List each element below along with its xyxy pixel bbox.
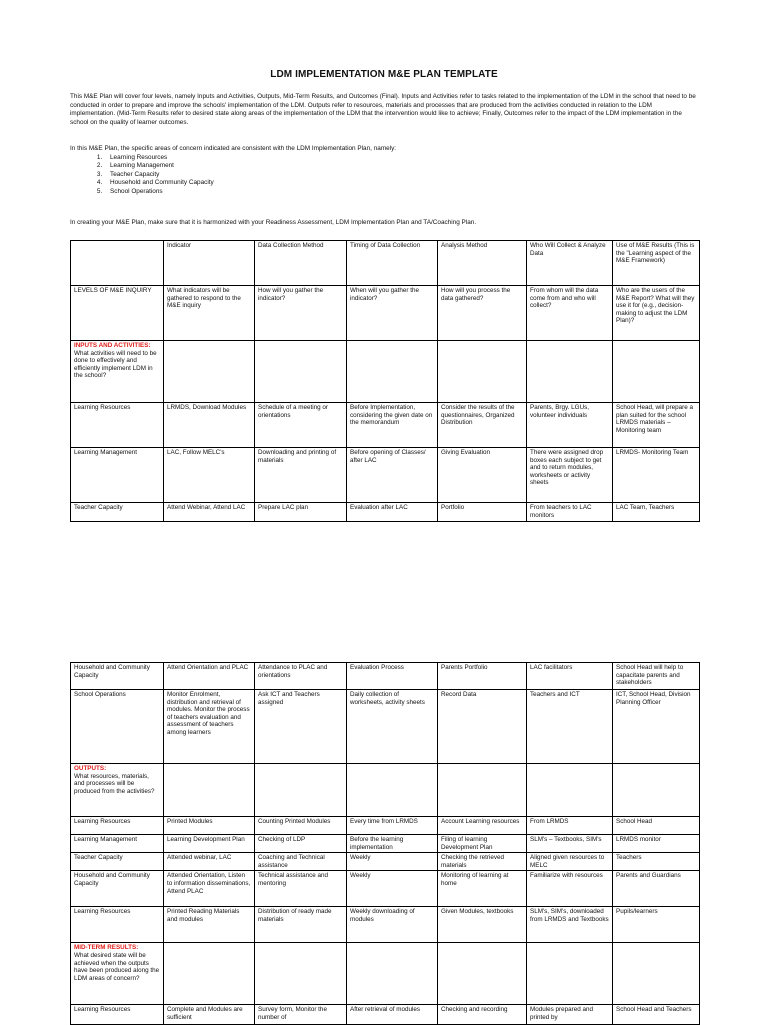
table-cell: LAC Team, Teachers (613, 503, 700, 522)
table-cell: Record Data (438, 690, 527, 764)
table-header-row (71, 241, 700, 286)
table-cell: Checking and recording (438, 1005, 527, 1025)
table-cell: Monitoring of learning at home (438, 871, 527, 907)
table-cell: Before Implementation, considering the given date on the memorandum (347, 403, 438, 448)
table-cell: Checking of LDP (255, 835, 347, 853)
table-cell: School Operations (71, 690, 164, 764)
table-cell: LRMDS monitor (613, 835, 700, 853)
table-cell: School Head and Teachers (613, 1005, 700, 1025)
table-cell: Distribution of ready made materials (255, 907, 347, 943)
table-cell: Checking the retrieved materials (438, 853, 527, 871)
table-row (71, 448, 700, 503)
document-title: LDM IMPLEMENTATION M&E PLAN TEMPLATE (270, 69, 498, 80)
section-cell (71, 341, 164, 403)
table-cell: Portfolio (438, 503, 527, 522)
areas-of-concern (70, 145, 698, 197)
table-cell: Attendance to PLAC and orientations (255, 663, 347, 690)
table-row (71, 853, 700, 871)
table-cell: Weekly (347, 853, 438, 871)
section-row-outputs (71, 764, 700, 817)
area-item: 4. Household and Community Capacity (104, 179, 698, 188)
table-cell: From whom will the data come from and who will collect? (527, 286, 613, 341)
table-cell: From LRMDS (527, 817, 613, 835)
header-cell: Who Will Collect & Analyze Data (527, 241, 613, 286)
table-row (71, 690, 700, 764)
table-cell: There were assigned drop boxes each subject to get and to return modules, worksheets or activity sheets (527, 448, 613, 503)
table-cell: Parents and Guardians (613, 871, 700, 907)
me-plan-table-page1 (70, 240, 700, 522)
table-cell: LEVELS OF M&E INQUIRY (71, 286, 164, 341)
table-cell: Teacher Capacity (71, 503, 164, 522)
section-row-inputs (71, 341, 700, 403)
table-cell: Before opening of Classes/ after LAC (347, 448, 438, 503)
table-cell: Attend Webinar, Attend LAC (164, 503, 255, 522)
harmonize-note: In creating your M&E Plan, make sure that it is harmonized with your Readiness Assessment, LDM Implementation Plan and TA/Coaching Plan. (70, 219, 477, 226)
table-cell: Before the learning implementation (347, 835, 438, 853)
table-cell: Household and Community Capacity (71, 871, 164, 907)
table-cell: Downloading and printing of materials (255, 448, 347, 503)
header-cell: Indicator (164, 241, 255, 286)
table-cell: Complete and Modules are sufficient (164, 1005, 255, 1025)
table-row (71, 817, 700, 835)
area-item: 1. Learning Resources (104, 154, 698, 163)
table-cell: After retrieval of modules (347, 1005, 438, 1025)
table-cell: Prepare LAC plan (255, 503, 347, 522)
inquiry-row (71, 286, 700, 341)
table-cell: How will you process the data gathered? (438, 286, 527, 341)
table-cell: Modules prepared and printed by (527, 1005, 613, 1025)
table-cell: Daily collection of worksheets, activity sheets (347, 690, 438, 764)
table-cell: SLM's, SIM's, downloaded from LRMDS and Textbooks (527, 907, 613, 943)
table-cell: Every time from LRMDS (347, 817, 438, 835)
table-cell: Learning Resources (71, 817, 164, 835)
header-cell: Timing of Data Collection (347, 241, 438, 286)
table-cell: School Head (613, 817, 700, 835)
area-item: 2. Learning Management (104, 162, 698, 171)
table-cell: Printed Modules (164, 817, 255, 835)
table-cell: Learning Resources (71, 1005, 164, 1025)
table-cell: Attended Orientation, Listen to information disseminations, Attend PLAC (164, 871, 255, 907)
area-item: 3. Teacher Capacity (104, 171, 698, 180)
header-cell: Data Collection Method (255, 241, 347, 286)
section-text: What activities will need to be done to effectively and efficiently implement LDM in the school? (74, 349, 157, 380)
table-cell: Aligned given resources to MELC (527, 853, 613, 871)
me-plan-table-page2 (70, 662, 700, 1025)
table-row (71, 907, 700, 943)
table-row (71, 871, 700, 907)
section-row-midterm (71, 943, 700, 1005)
table-cell: LRMDS, Download Modules (164, 403, 255, 448)
table-cell: From teachers to LAC monitors (527, 503, 613, 522)
table-cell: When will you gather the indicator? (347, 286, 438, 341)
section-cell (71, 764, 164, 817)
header-cell: Analysis Method (438, 241, 527, 286)
table-cell: Household and Community Capacity (71, 663, 164, 690)
table-cell: Giving Evaluation (438, 448, 527, 503)
table-row (71, 663, 700, 690)
table-cell: Learning Management (71, 448, 164, 503)
section-label: MID-TERM RESULTS: (74, 944, 139, 952)
table-cell: Ask ICT and Teachers assigned (255, 690, 347, 764)
intro-paragraph (70, 93, 698, 127)
section-cell (71, 943, 164, 1005)
table-cell: Pupils/learners (613, 907, 700, 943)
table-cell: Weekly downloading of modules (347, 907, 438, 943)
areas-intro: In this M&E Plan, the specific areas of concern indicated are consistent with the LDM Implementation Plan, namely: (70, 145, 397, 152)
table-cell: Printed Reading Materials and modules (164, 907, 255, 943)
table-cell: Evaluation after LAC (347, 503, 438, 522)
table-cell: Attended webinar, LAC (164, 853, 255, 871)
table-cell: Parents, Brgy. LGUs, volunteer individuals (527, 403, 613, 448)
section-label: OUTPUTS: (74, 765, 107, 772)
table-cell: Given Modules, textbooks (438, 907, 527, 943)
table-row (71, 403, 700, 448)
table-cell: Filing of learning Development Plan (438, 835, 527, 853)
table-cell: LAC, Follow MELC's (164, 448, 255, 503)
table-cell: LAC facilitators (527, 663, 613, 690)
table-cell: LRMDS- Monitoring Team (613, 448, 700, 503)
table-cell: Evaluation Process (347, 663, 438, 690)
table-cell: Technical assistance and mentoring (255, 871, 347, 907)
table-cell: Teacher Capacity (71, 853, 164, 871)
table-cell: ICT, School Head, Division Planning Officer (613, 690, 700, 764)
table-row (71, 1005, 700, 1025)
table-cell: School Head, will prepare a plan suited for the school LRMDS materials – Monitoring team (613, 403, 700, 448)
intro-text: This M&E Plan will cover four levels, namely Inputs and Activities, Outputs, Mid-Term Results, and Outcomes (Final). Inputs and Activities refer to tasks related to the implementation of the LDM in the school that need to be conducted in order to prepare and improve the schools' implementation of the LDM. Outputs refer to resources, materials and processes that are produced from the activities conducted in relation to the LDM implementation. (Mid-Term Results refer to desired state along areas of the implementation of the LDM that the intervention would like to achieve; Finally, Outcomes refer to the impact of the LDM implementation in the school on the quality of learner outcomes. (70, 93, 696, 126)
table-cell: Weekly (347, 871, 438, 907)
table-cell: Who are the users of the M&E Report? What will they use it for (e.g., decision-making to adjust the LDM Plan)? (613, 286, 700, 341)
table-cell: Learning Management (71, 835, 164, 853)
table-cell: Survey form, Monitor the number of (255, 1005, 347, 1025)
table-cell: Consider the results of the questionnaires, Organized Distribution (438, 403, 527, 448)
section-label: INPUTS AND ACTIVITIES: (74, 342, 151, 349)
header-cell (71, 241, 164, 286)
table-cell: Familiarize with resources (527, 871, 613, 907)
table-cell: Learning Development Plan (164, 835, 255, 853)
table-row (71, 835, 700, 853)
table-cell: SLM's – Textbooks, SIM's (527, 835, 613, 853)
table-cell: Coaching and Technical assistance (255, 853, 347, 871)
table-cell: Teachers and ICT (527, 690, 613, 764)
table-cell: Learning Resources (71, 907, 164, 943)
areas-list (70, 154, 698, 197)
table-cell: Teachers (613, 853, 700, 871)
table-cell: Counting Printed Modules (255, 817, 347, 835)
section-text: What resources, materials, and processes will be produced from the activities? (74, 772, 155, 795)
table-row (71, 503, 700, 522)
table-cell: Parents Portfolio (438, 663, 527, 690)
area-item: 5. School Operations (104, 188, 698, 197)
table-cell: Monitor Enrolment, distribution and retrieval of modules. Monitor the process of teachers evaluation and assessment of teachers among learners (164, 690, 255, 764)
section-text: What desired state will be achieved when the outputs have been produced along the LDM areas of concern? (74, 951, 160, 982)
table-cell: Learning Resources (71, 403, 164, 448)
table-cell: How will you gather the indicator? (255, 286, 347, 341)
header-cell: Use of M&E Results (This is the "Learning aspect of the M&E Framework) (613, 241, 700, 286)
table-cell: Attend Orientation and PLAC (164, 663, 255, 690)
table-cell: Account Learning resources (438, 817, 527, 835)
table-cell: Schedule of a meeting or orientations (255, 403, 347, 448)
table-cell: What indicators will be gathered to respond to the M&E inquiry (164, 286, 255, 341)
table-cell: School Head will help to capacitate parents and stakeholders (613, 663, 700, 690)
